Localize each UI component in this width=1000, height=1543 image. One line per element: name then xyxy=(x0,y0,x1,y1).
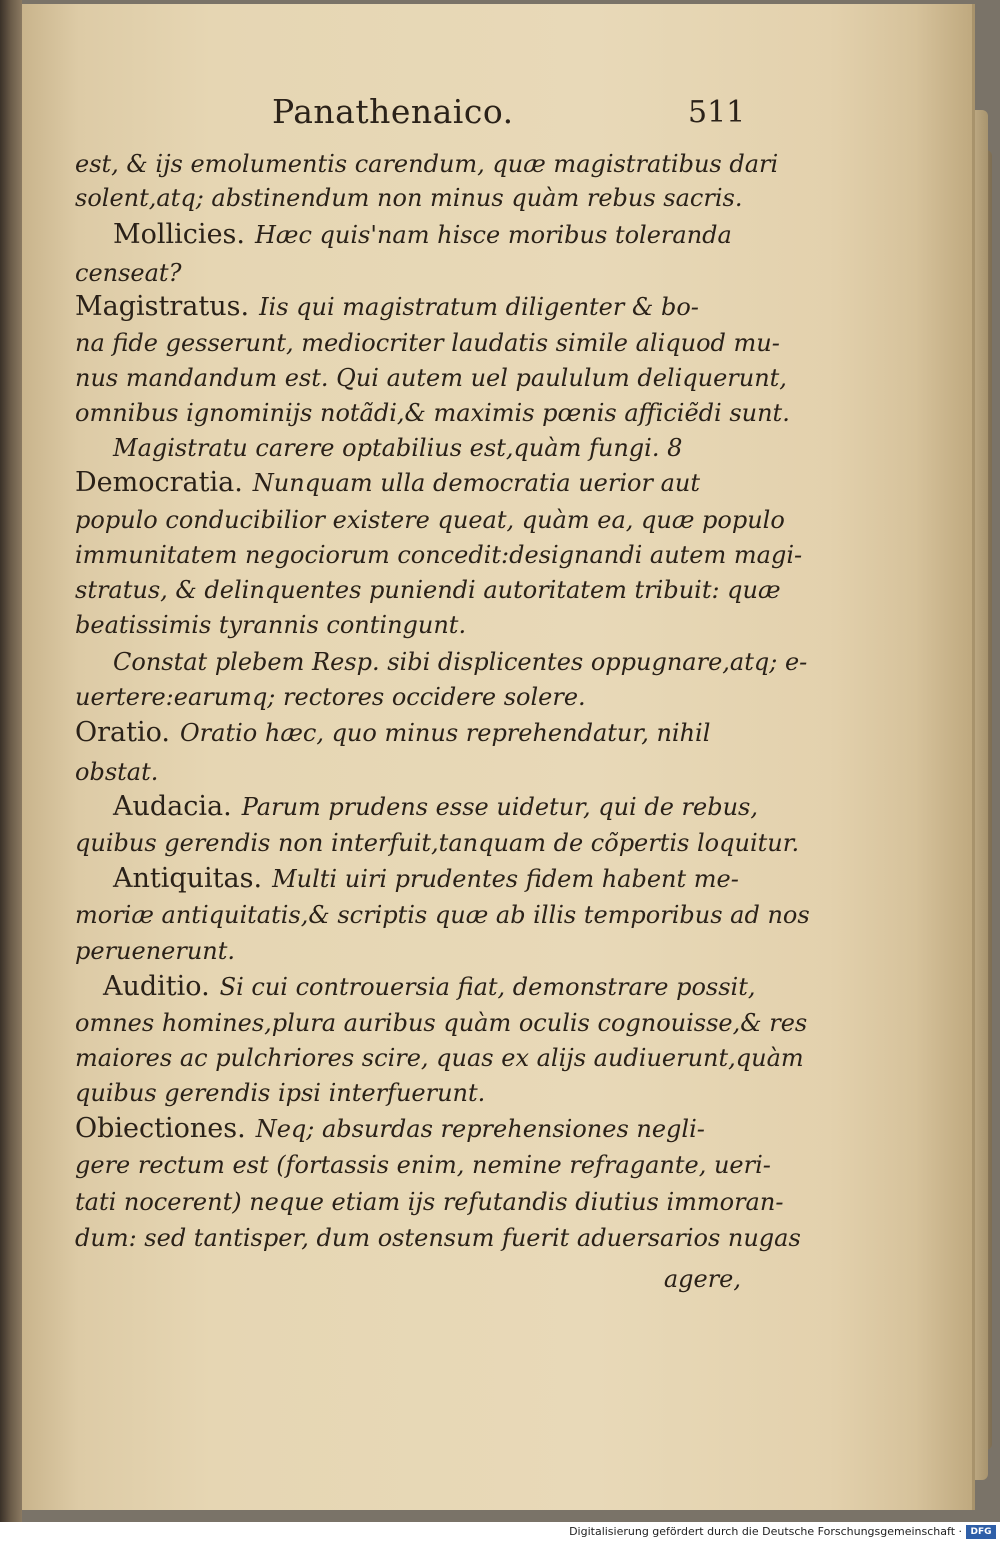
line-text: solent,atq; abstinendum non minus quàm rebus sacris. xyxy=(75,184,743,212)
entry-keyword: Mollicies. xyxy=(113,219,245,250)
entry-keyword: Democratia. xyxy=(75,467,243,498)
line-text: tati nocerent) neque etiam ijs refutandis diutius immoran- xyxy=(75,1188,784,1216)
line-text: nus mandandum est. Qui autem uel paululum deliquerunt, xyxy=(75,364,787,392)
text-line xyxy=(75,396,790,430)
entry-keyword: Antiquitas. xyxy=(113,863,263,894)
line-text: Constat plebem Resp. sibi displicentes oppugnare,atq; e- xyxy=(113,648,808,676)
text-line xyxy=(75,1221,801,1255)
text-line xyxy=(75,538,803,572)
text-line xyxy=(75,934,741,968)
text-line xyxy=(113,218,779,252)
text-line xyxy=(75,1006,808,1040)
funding-credit: Digitalisierung gefördert durch die Deutsche Forschungsgemeinschaft · xyxy=(569,1525,962,1538)
line-text: stratus, & delinquentes puniendi autoritatem tribuit: quæ xyxy=(75,576,781,604)
text-line xyxy=(113,431,741,465)
text-line xyxy=(75,326,780,360)
line-text: immunitatem negociorum concedit:designandi autem magi- xyxy=(75,541,803,569)
line-text: omnes homines,plura auribus quàm oculis cognouisse,& res xyxy=(75,1009,808,1037)
line-text: Multi uiri prudentes fidem habent me- xyxy=(272,865,739,893)
text-line xyxy=(75,1112,741,1146)
text-line xyxy=(75,290,741,324)
page-number: 511 xyxy=(688,95,746,130)
line-text: censeat? xyxy=(75,259,182,287)
text-line xyxy=(75,898,810,932)
line-text: gere rectum est (fortassis enim, nemine refragante, ueri- xyxy=(75,1151,771,1179)
line-text: moriæ antiquitatis,& scriptis quæ ab illis temporibus ad nos xyxy=(75,901,810,929)
line-text: Parum prudens esse uidetur, qui de rebus, xyxy=(241,793,758,821)
line-text: agere, xyxy=(663,1265,741,1293)
line-text: Nunquam ulla democratia uerior aut xyxy=(252,469,700,497)
text-line xyxy=(75,147,779,181)
line-text: maiores ac pulchriores scire, quas ex alijs audiuerunt,quàm xyxy=(75,1044,804,1072)
text-line xyxy=(75,716,741,750)
line-text: Hæc quis'nam hisce moribus toleranda xyxy=(254,221,732,249)
text-line xyxy=(75,680,741,714)
line-text: quibus gerendis ipsi interfuerunt. xyxy=(75,1079,486,1107)
line-text: na fide gesserunt, mediocriter laudatis simile aliquod mu- xyxy=(75,329,780,357)
text-line xyxy=(75,1148,771,1182)
text-line xyxy=(113,790,779,824)
entry-keyword: Auditio. xyxy=(103,971,210,1002)
text-line xyxy=(75,361,787,395)
line-text: Neq; absurdas reprehensiones negli- xyxy=(255,1115,705,1143)
line-text: uertere:earumq; rectores occidere solere. xyxy=(75,683,586,711)
line-text: est, & ijs emolumentis carendum, quæ magistratibus dari xyxy=(75,150,779,178)
text-line xyxy=(75,1076,741,1110)
text-line xyxy=(75,573,781,607)
line-text: obstat. xyxy=(75,758,159,786)
dfg-logo: DFG xyxy=(966,1525,996,1539)
line-text: beatissimis tyrannis contingunt. xyxy=(75,611,467,639)
line-text: quibus gerendis non interfuit,tanquam de cõpertis loquitur. xyxy=(75,829,800,857)
text-line xyxy=(75,1185,784,1219)
entry-keyword: Oratio. xyxy=(75,717,170,748)
text-line xyxy=(75,826,800,860)
line-text: peruenerunt. xyxy=(75,937,236,965)
line-text: populo conducibilior existere queat, quàm ea, quæ populo xyxy=(75,506,785,534)
entry-keyword: Obiectiones. xyxy=(75,1113,246,1144)
book-gutter xyxy=(0,0,22,1522)
line-text: Oratio hæc, quo minus reprehendatur, nihil xyxy=(180,719,711,747)
text-line xyxy=(75,503,785,537)
text-line xyxy=(75,1262,741,1296)
text-line xyxy=(75,608,741,642)
text-line xyxy=(103,970,769,1004)
running-title: Panathenaico. xyxy=(272,92,514,131)
text-line xyxy=(75,1041,804,1075)
line-text: Si cui controuersia fiat, demonstrare possit, xyxy=(219,973,756,1001)
line-text: dum: sed tantisper, dum ostensum fuerit aduersarios nugas xyxy=(75,1224,801,1252)
line-text: Iis qui magistratum diligenter & bo- xyxy=(259,293,699,321)
line-text: omnibus ignominijs notãdi,& maximis pœnis afficiẽdi sunt. xyxy=(75,399,790,427)
entry-keyword: Audacia. xyxy=(113,791,232,822)
line-text: Magistratu carere optabilius est,quàm fungi. 8 xyxy=(113,434,683,462)
text-line xyxy=(75,755,741,789)
text-line xyxy=(113,645,808,679)
text-line xyxy=(75,466,741,500)
text-line xyxy=(75,181,741,215)
text-line xyxy=(113,862,779,896)
text-line xyxy=(75,256,741,290)
entry-keyword: Magistratus. xyxy=(75,291,250,322)
footer-bar xyxy=(0,1522,1000,1543)
